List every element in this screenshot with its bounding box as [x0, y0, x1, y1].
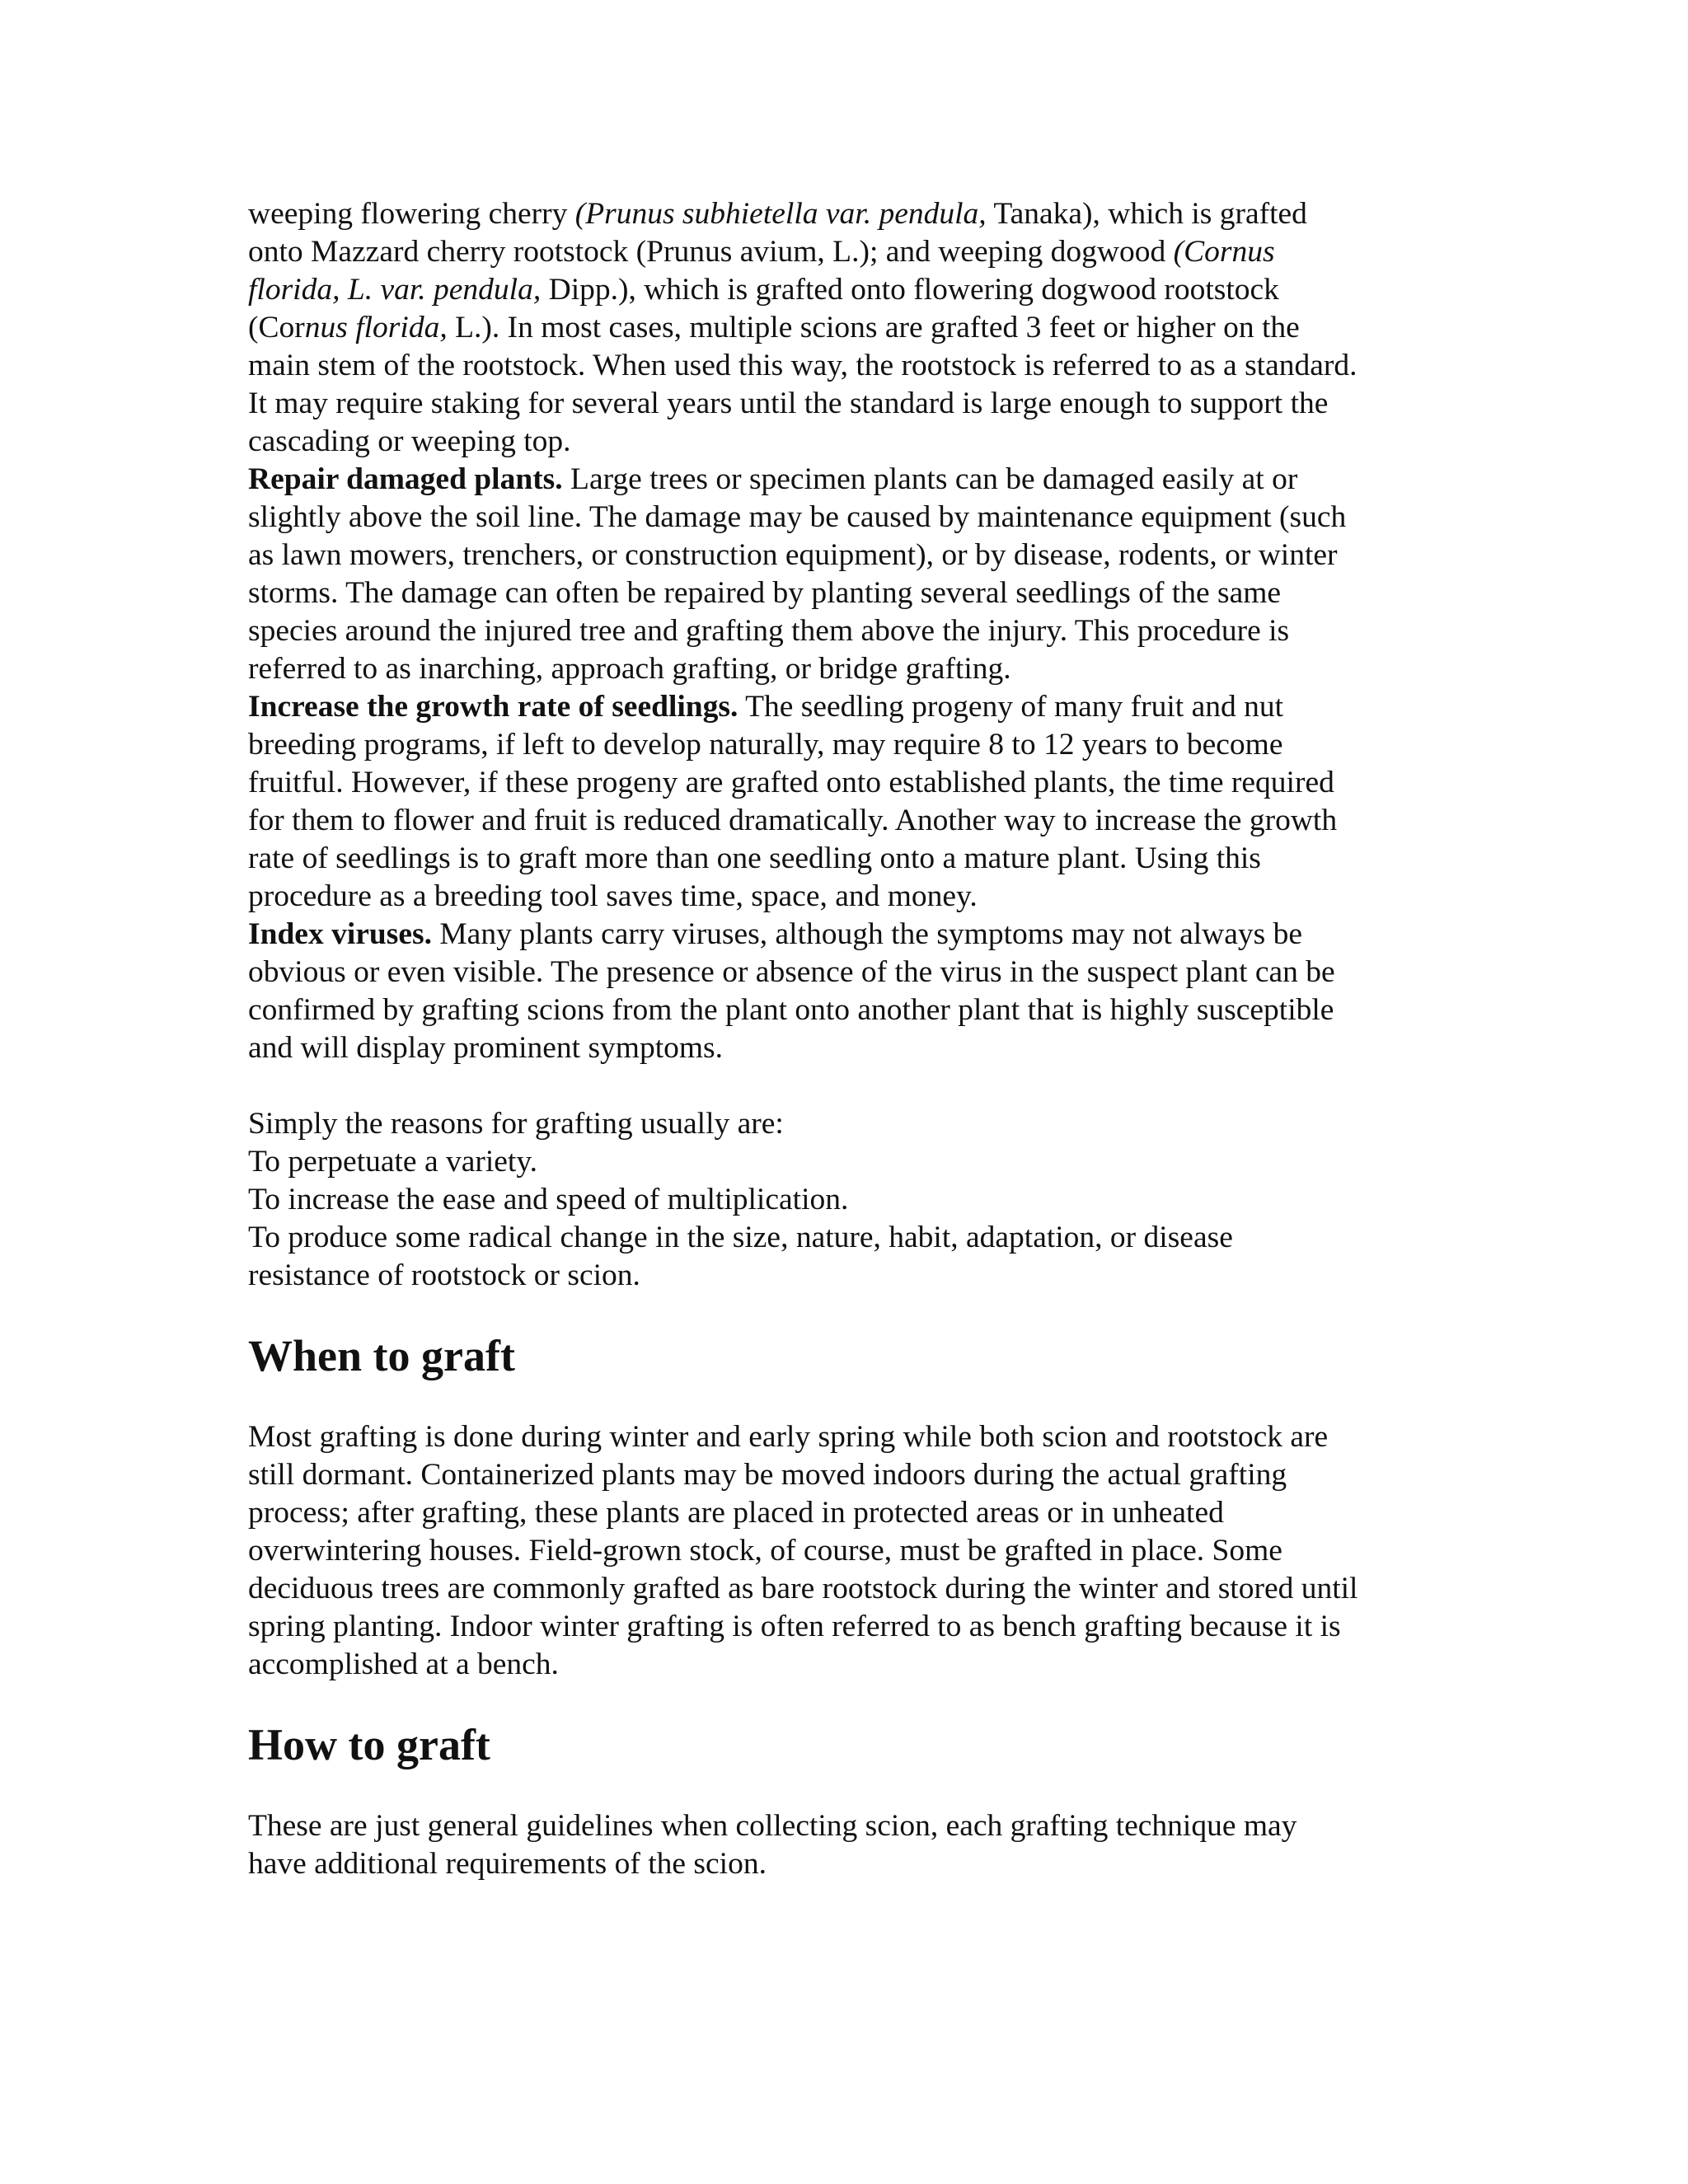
growth-heading: Increase the growth rate of seedlings. [248, 690, 738, 724]
text-line: as lawn mowers, trenchers, or construction equipment), or by disease, rodents, or winter [248, 538, 1338, 572]
repair-paragraph [248, 461, 1451, 688]
when-heading-wrap [248, 1331, 1451, 1380]
text-line: Increase the growth rate of seedlings. The seedling progeny of many fruit and nut [248, 690, 1284, 724]
intro-paragraph [248, 195, 1451, 461]
when-paragraph [248, 1418, 1451, 1684]
section-heading-how: How to graft [248, 1720, 490, 1769]
index-paragraph [248, 916, 1451, 1067]
growth-paragraph [248, 688, 1451, 916]
text-line: breeding programs, if left to develop naturally, may require 8 to 12 years to become [248, 728, 1283, 762]
spacer [248, 1380, 1451, 1418]
text-line: onto Mazzard cherry rootstock (Prunus avium, L.); and weeping dogwood (Cornus [248, 235, 1275, 269]
text-line: weeping flowering cherry (Prunus subhietella var. pendula, Tanaka), which is grafted [248, 197, 1307, 231]
text-line: referred to as inarching, approach grafting, or bridge grafting. [248, 652, 1011, 686]
list-item: To increase the ease and speed of multiplication. [248, 1183, 849, 1216]
text-line: cascading or weeping top. [248, 424, 571, 458]
spacer [248, 1684, 1451, 1720]
text-line: florida, L. var. pendula, Dipp.), which is grafted onto flowering dogwood rootstock [248, 273, 1279, 307]
text-line: spring planting. Indoor winter grafting is often referred to as bench grafting because it is [248, 1610, 1341, 1643]
how-heading-wrap [248, 1720, 1451, 1769]
reasons-list [248, 1105, 1451, 1295]
repair-heading: Repair damaged plants. [248, 462, 563, 496]
text-line: (Cornus florida, L.). In most cases, multiple scions are grafted 3 feet or higher on the [248, 311, 1300, 344]
text-line: have additional requirements of the scion. [248, 1847, 767, 1881]
text-line: and will display prominent symptoms. [248, 1031, 724, 1065]
text-line: storms. The damage can often be repaired by planting several seedlings of the same [248, 576, 1282, 610]
text-line: obvious or even visible. The presence or absence of the virus in the suspect plant can be [248, 955, 1335, 989]
text-line: process; after grafting, these plants are placed in protected areas or in unheated [248, 1496, 1224, 1530]
list-item: To produce some radical change in the size, nature, habit, adaptation, or disease [248, 1221, 1233, 1254]
spacer [248, 1067, 1451, 1105]
text-line: rate of seedlings is to graft more than one seedling onto a mature plant. Using this [248, 841, 1261, 875]
spacer [248, 1769, 1451, 1807]
text-line: for them to flower and fruit is reduced dramatically. Another way to increase the growth [248, 804, 1338, 837]
text-line: species around the injured tree and grafting them above the injury. This procedure is [248, 614, 1290, 648]
text-line: procedure as a breeding tool saves time, space, and money. [248, 879, 978, 913]
text-line: slightly above the soil line. The damage may be caused by maintenance equipment (such [248, 500, 1347, 534]
text-line: still dormant. Containerized plants may be moved indoors during the actual grafting [248, 1458, 1287, 1492]
text-line: overwintering houses. Field-grown stock, of course, must be grafted in place. Some [248, 1534, 1282, 1568]
text-line: confirmed by grafting scions from the plant onto another plant that is highly susceptible [248, 993, 1334, 1027]
text-line: Repair damaged plants. Large trees or specimen plants can be damaged easily at or [248, 462, 1298, 496]
how-paragraph [248, 1807, 1451, 1883]
text-line: main stem of the rootstock. When used this way, the rootstock is referred to as a standard. [248, 349, 1357, 382]
text-line: It may require staking for several years until the standard is large enough to support the [248, 387, 1329, 420]
text-line: accomplished at a bench. [248, 1647, 559, 1681]
text-line: fruitful. However, if these progeny are grafted onto established plants, the time required [248, 766, 1334, 799]
document-page [248, 195, 1451, 1883]
text-line: Index viruses. Many plants carry viruses, although the symptoms may not always be [248, 917, 1303, 951]
text-line: resistance of rootstock or scion. [248, 1258, 640, 1292]
text-line: Most grafting is done during winter and early spring while both scion and rootstock are [248, 1420, 1329, 1454]
index-heading: Index viruses. [248, 917, 432, 951]
list-item: To perpetuate a variety. [248, 1145, 538, 1179]
section-heading-when: When to graft [248, 1331, 515, 1380]
spacer [248, 1295, 1451, 1331]
text-line: Simply the reasons for grafting usually are: [248, 1107, 784, 1141]
text-line: These are just general guidelines when collecting scion, each grafting technique may [248, 1809, 1297, 1843]
text-line: deciduous trees are commonly grafted as bare rootstock during the winter and stored until [248, 1572, 1358, 1605]
